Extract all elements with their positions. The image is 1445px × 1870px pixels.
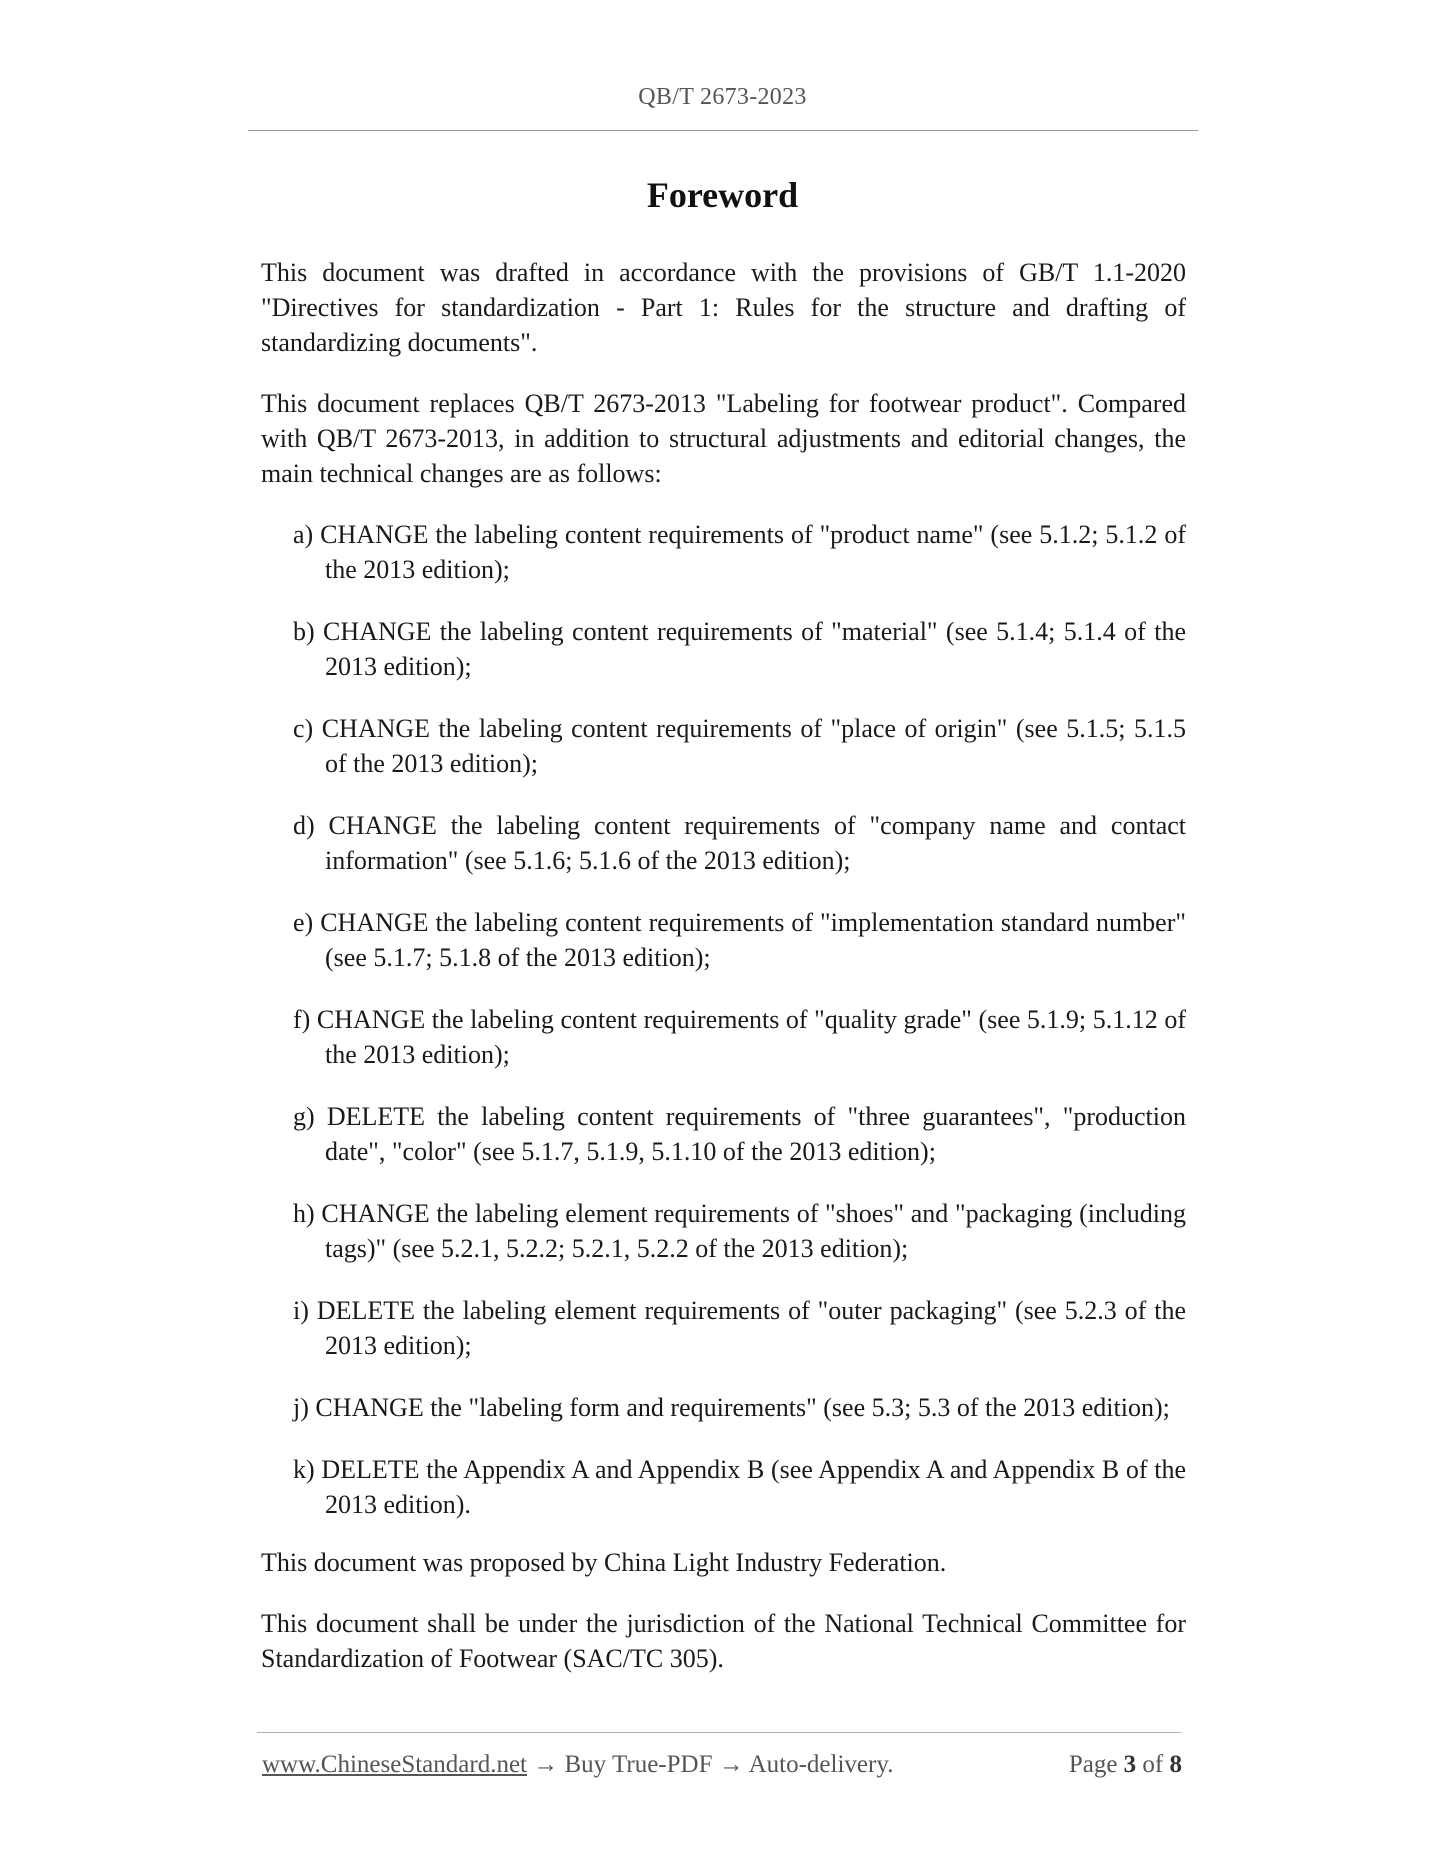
arrow-right-icon: → [533, 1751, 559, 1778]
footer-divider [257, 1732, 1181, 1733]
list-item: i) DELETE the labeling element requirements of "outer packaging" (see 5.2.3 of the 2013 edition); [293, 1296, 1186, 1360]
page-footer [262, 1751, 1182, 1787]
header-divider [248, 130, 1198, 131]
page-current: 3 [1123, 1751, 1137, 1778]
list-item: d) CHANGE the labeling content requirements of "company name and contact information" (see 5.1.6; 5.1.6 of the 2013 edition); [293, 811, 1186, 875]
paragraph-proposed: This document was proposed by China Light Industry Federation. [261, 1548, 947, 1577]
delivery-text: Auto-delivery. [748, 1751, 894, 1778]
page-total: 8 [1169, 1751, 1182, 1778]
changes-list [261, 517, 1186, 1522]
running-header: QB/T 2673-2023 [638, 84, 807, 110]
site-link[interactable]: www.ChineseStandard.net [262, 1751, 527, 1778]
list-item: j) CHANGE the "labeling form and requirements" (see 5.3; 5.3 of the 2013 edition); [293, 1393, 1170, 1422]
paragraph-replaces: This document replaces QB/T 2673-2013 "Labeling for footwear product". Compared with QB/T 2673-2013, in addition to structural adjustments and editorial changes, the main technical changes are as follows: [261, 389, 1186, 488]
page-title: Foreword [646, 175, 799, 215]
list-item: a) CHANGE the labeling content requirements of "product name" (see 5.1.2; 5.1.2 of the 2013 edition); [293, 520, 1186, 584]
footer-promo [262, 1751, 893, 1779]
list-item: k) DELETE the Appendix A and Appendix B (see Appendix A and Appendix B of the 2013 edition). [293, 1455, 1186, 1519]
page-number [1069, 1751, 1182, 1779]
list-item: h) CHANGE the labeling element requirements of "shoes" and "packaging (including tags)" (see 5.2.1, 5.2.2; 5.2.1, 5.2.2 of the 2013 edition); [293, 1199, 1186, 1263]
list-item: b) CHANGE the labeling content requirements of "material" (see 5.1.4; 5.1.4 of the 2013 edition); [293, 617, 1186, 681]
page-of: of [1142, 1751, 1164, 1778]
list-item: f) CHANGE the labeling content requirements of "quality grade" (see 5.1.9; 5.1.12 of the 2013 edition); [293, 1005, 1186, 1069]
list-item: g) DELETE the labeling content requirements of "three guarantees", "production date", "color" (see 5.1.7, 5.1.9, 5.1.10 of the 2013 edition); [293, 1102, 1186, 1166]
list-item: c) CHANGE the labeling content requirements of "place of origin" (see 5.1.5; 5.1.5 of the 2013 edition); [293, 714, 1186, 778]
list-item: e) CHANGE the labeling content requirements of "implementation standard number" (see 5.1.7; 5.1.8 of the 2013 edition); [293, 908, 1186, 972]
arrow-right-icon: → [718, 1751, 744, 1778]
paragraph-jurisdiction: This document shall be under the jurisdiction of the National Technical Committee for Standardization of Footwear (SAC/TC 305). [261, 1609, 1186, 1673]
body-text [261, 255, 1186, 1702]
paragraph-drafting: This document was drafted in accordance with the provisions of GB/T 1.1-2020 "Directives for standardization - Part 1: Rules for the structure and drafting of standardizing documents". [261, 258, 1186, 357]
buy-text: Buy True-PDF [564, 1751, 713, 1778]
page-label: Page [1068, 1751, 1118, 1778]
